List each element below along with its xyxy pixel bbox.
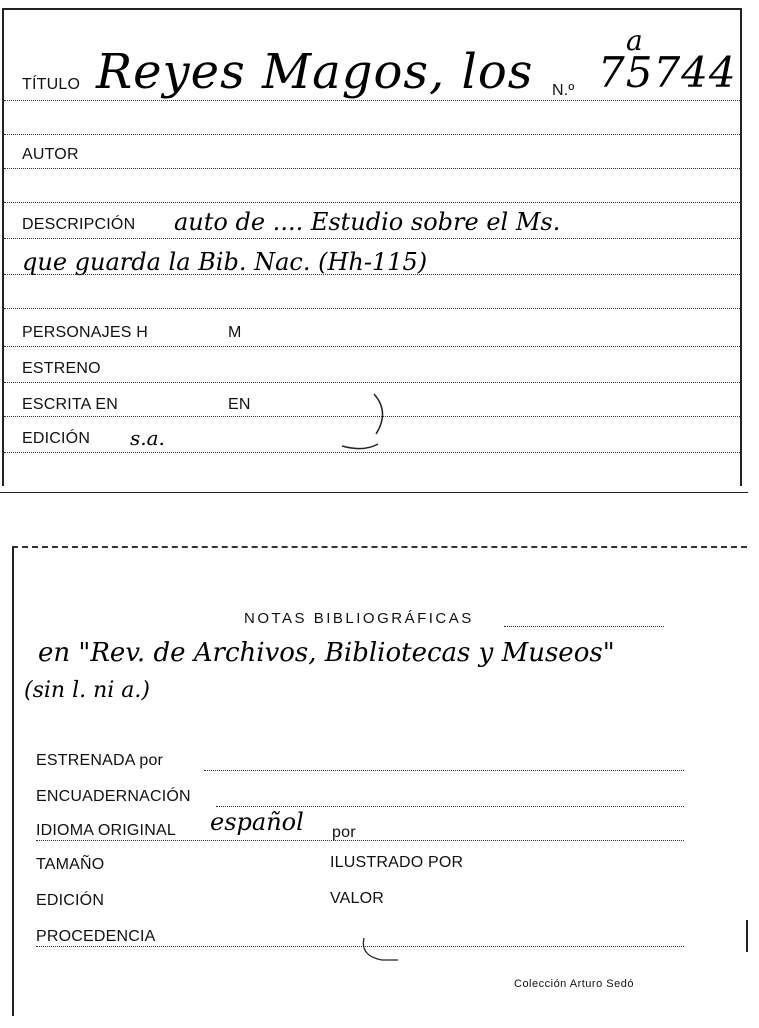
personajes-m-label: M bbox=[228, 324, 242, 341]
numero-label: N.º bbox=[552, 82, 575, 99]
tamano-label: TAMAÑO bbox=[36, 856, 105, 873]
numero-superscript: a bbox=[626, 24, 643, 57]
escrita-en-label: EN bbox=[228, 396, 251, 413]
edge-mark bbox=[746, 920, 748, 952]
descripcion-line-1: auto de .... Estudio sobre el Ms. bbox=[174, 208, 561, 236]
ruled-line bbox=[36, 840, 684, 841]
ruled-line bbox=[4, 202, 740, 203]
idioma-por-label: por bbox=[332, 824, 356, 841]
valor-label: VALOR bbox=[330, 890, 385, 907]
estreno-label: ESTRENO bbox=[22, 360, 101, 377]
card-edge-line bbox=[0, 492, 748, 493]
edicion-label: EDICIÓN bbox=[22, 430, 91, 447]
ruled-line bbox=[4, 308, 740, 309]
ilustrado-label: ILUSTRADO POR bbox=[330, 854, 464, 871]
ruled-line bbox=[4, 134, 740, 135]
notas-title: NOTAS BIBLIOGRÁFICAS bbox=[244, 610, 474, 627]
ruled-line bbox=[4, 274, 740, 275]
catalog-card-front bbox=[2, 8, 742, 486]
encuadernacion-label: ENCUADERNACIÓN bbox=[36, 788, 191, 805]
pencil-mark bbox=[354, 934, 414, 974]
pencil-mark bbox=[334, 390, 394, 460]
edicion-label-back: EDICIÓN bbox=[36, 892, 105, 909]
idioma-label: IDIOMA ORIGINAL bbox=[36, 822, 176, 839]
ruled-line bbox=[4, 238, 740, 239]
ruled-line bbox=[204, 770, 684, 771]
notas-line-1: en "Rev. de Archivos, Bibliotecas y Museos" bbox=[38, 638, 615, 668]
edicion-value: s.a. bbox=[130, 426, 165, 450]
ruled-line bbox=[4, 100, 740, 101]
autor-label: AUTOR bbox=[22, 146, 79, 163]
catalog-card-back bbox=[12, 546, 747, 1016]
collection-credit: Colección Arturo Sedó bbox=[514, 978, 634, 990]
estrenada-label: ESTRENADA por bbox=[36, 752, 164, 769]
notas-line-2: (sin l. ni a.) bbox=[24, 678, 150, 703]
ruled-line bbox=[4, 382, 740, 383]
descripcion-label: DESCRIPCIÓN bbox=[22, 216, 136, 233]
ruled-line bbox=[4, 168, 740, 169]
escrita-label: ESCRITA EN bbox=[22, 396, 118, 413]
titulo-label: TÍTULO bbox=[22, 76, 81, 93]
personajes-label: PERSONAJES H bbox=[22, 324, 148, 341]
ruled-line bbox=[504, 626, 664, 627]
titulo-value: Reyes Magos, los bbox=[96, 44, 534, 100]
numero-value: 75744 bbox=[598, 48, 737, 97]
ruled-line bbox=[216, 806, 684, 807]
descripcion-line-2: que guarda la Bib. Nac. (Hh-115) bbox=[22, 248, 428, 276]
idioma-value: español bbox=[210, 808, 304, 836]
ruled-line bbox=[4, 346, 740, 347]
procedencia-label: PROCEDENCIA bbox=[36, 928, 156, 945]
